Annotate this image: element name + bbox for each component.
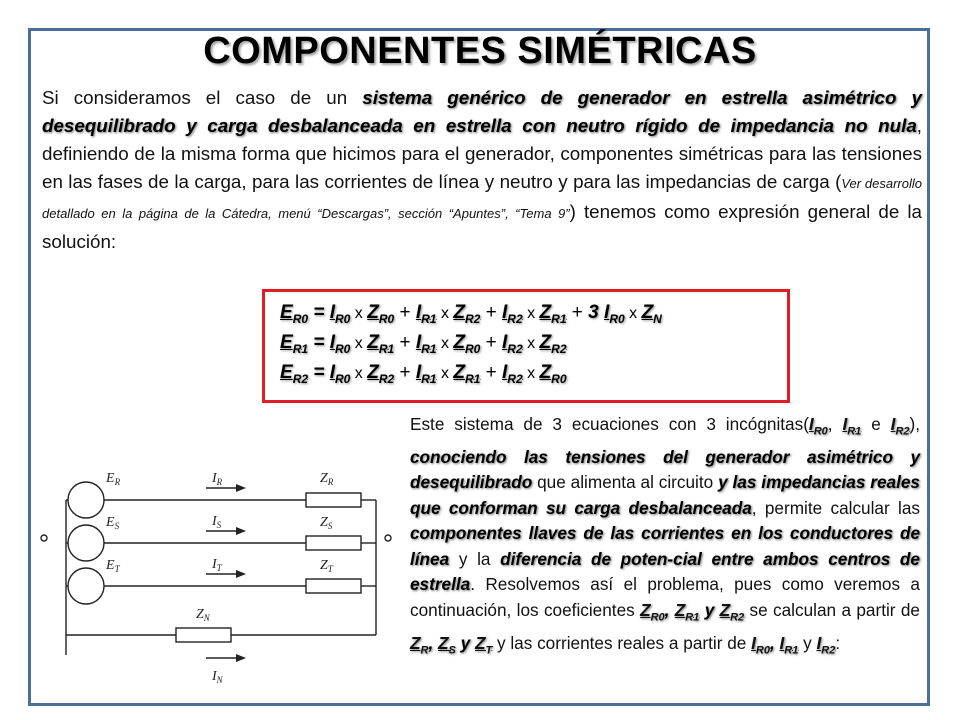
intro-text-3: ) tenemos como expresión general de la solución:: [42, 201, 922, 252]
arrow-it-icon: [236, 570, 246, 578]
source-t-icon: [68, 568, 104, 604]
label-zs: $Z_S$: [320, 515, 333, 531]
equation-2: $E_{R1} = I_{R0}$ x $Z_{R1} + I_{R1}$ x $Z_{R0} + I_{R2}$ x $Z_{R2}$: [280, 332, 567, 356]
label-zr: $Z_R$: [320, 471, 334, 487]
impedance-zt: [306, 579, 361, 593]
emphasis-3: componentes llaves de las corrientes en los conductores de línea: [410, 523, 920, 569]
label-ir: $I_R$: [212, 471, 223, 487]
intro-text-1: Si consideramos el caso de un: [42, 87, 363, 108]
label-is: $I_S$: [212, 514, 222, 530]
label-it: $I_T$: [212, 557, 222, 573]
label-et: $E_T$: [106, 558, 120, 574]
arrow-ir-icon: [236, 484, 246, 492]
equation-3: $E_{R2} = I_{R0}$ x $Z_{R2} + I_{R1}$ x $Z_{R1} + I_{R2}$ x $Z_{R0}$: [280, 362, 567, 386]
arrow-is-icon: [236, 527, 246, 535]
generator-neutral-node: [41, 535, 47, 541]
label-zn: $Z_N$: [196, 607, 210, 623]
label-es: $E_S$: [106, 515, 120, 531]
label-in: $I_N$: [212, 669, 223, 685]
circuit-diagram: [36, 460, 396, 690]
intro-text-2: , definiendo de la misma forma que hicimos para el generador, componentes simétricas para las tensiones en las fases de la carga, para las corrientes de línea y neutro y para las impedancias de carga (: [42, 115, 922, 192]
source-r-icon: [68, 482, 104, 518]
intro-emphasis: sistema genérico de generador en estrella asimétrico y desequilibrado y carga desbalanceada en estrella con neutro rígido de impedancia no nula: [42, 87, 922, 136]
arrow-in-icon: [236, 654, 246, 662]
source-s-icon: [68, 525, 104, 561]
explanation-paragraph: Este sistema de 3 ecuaciones con 3 $incógnitas(I_{R0}$, $I_{R1}$ e $I_{R2}$), conociendo las tensiones del generador asimétrico y desequilibrado que alimenta al circuito y las impedancias reales que conforman su carga desbalanceada, permite calcular las componentes llaves de las corrientes en los conductores de línea y la diferencia de poten-cial entre ambos centros de estrella. Resolvemos así el problema, pues como veremos a continuación, los coeficientes $Z_{R0}$, $Z_{R1}$ y $Z_{R2}$ se calculan a partir de $Z_R$, $Z_S$ y $Z_T$ y las corrientes reales a partir de $I_{R0}$, $I_{R1}$ y $I_{R2}$:: [410, 414, 920, 657]
equation-1: $E_{R0} = I_{R0}$ x $Z_{R0} + I_{R1}$ x $Z_{R2} + I_{R2}$ x $Z_{R1} + 3$ $I_{R0}$ x $Z_N$: [280, 302, 662, 326]
impedance-zr: [306, 493, 361, 507]
label-zt: $Z_T$: [320, 558, 333, 574]
label-er: $E_R$: [106, 471, 121, 487]
intro-paragraph: [42, 84, 922, 256]
page-title: COMPONENTES SIMÉTRICAS: [203, 30, 757, 72]
intro-reference-note: Ver desarrollo detallado en la página de la Cátedra, menú “Descargas”, sección “Apuntes”, “Tema 9”: [42, 176, 922, 221]
emphasis-4: diferencia de poten-cial entre ambos centros de estrella: [410, 548, 920, 595]
emphasis-1: conociendo las tensiones del generador asimétrico y desequilibrado: [410, 446, 920, 493]
impedance-zn: [176, 628, 231, 642]
load-neutral-node: [385, 535, 391, 541]
impedance-zs: [306, 536, 361, 550]
emphasis-2: y las impedancias reales que conforman su carga desbalanceada: [410, 472, 920, 518]
